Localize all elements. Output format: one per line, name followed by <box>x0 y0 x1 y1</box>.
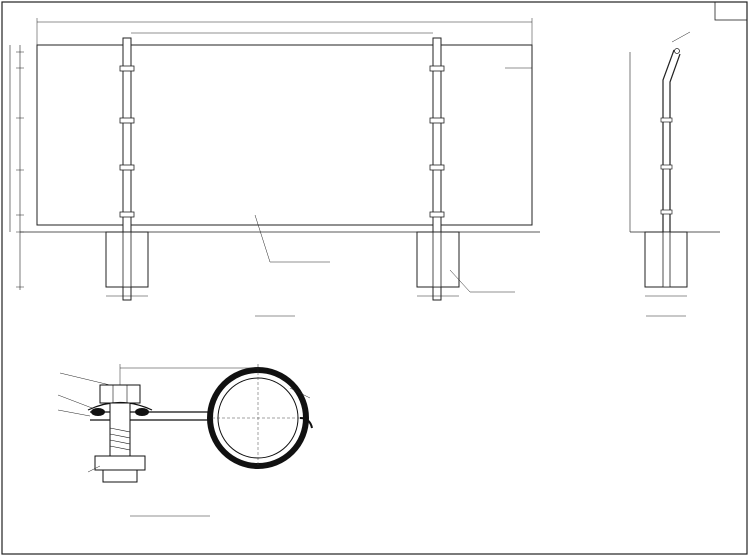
post-clamps <box>120 66 444 217</box>
bolt-head <box>100 385 140 403</box>
antitheft-nut <box>95 456 145 470</box>
post-cap <box>675 49 680 54</box>
clip-washer-right <box>135 408 149 416</box>
connection-detail <box>58 364 312 516</box>
mesh-panel <box>37 45 532 225</box>
post-left-embedded <box>123 232 131 287</box>
elevation-view <box>10 18 540 316</box>
side-view <box>630 32 720 316</box>
post-right-embedded <box>433 232 441 287</box>
page-number-box <box>715 2 747 20</box>
bolt-shank <box>110 403 130 461</box>
clip-washer-left <box>91 408 105 416</box>
